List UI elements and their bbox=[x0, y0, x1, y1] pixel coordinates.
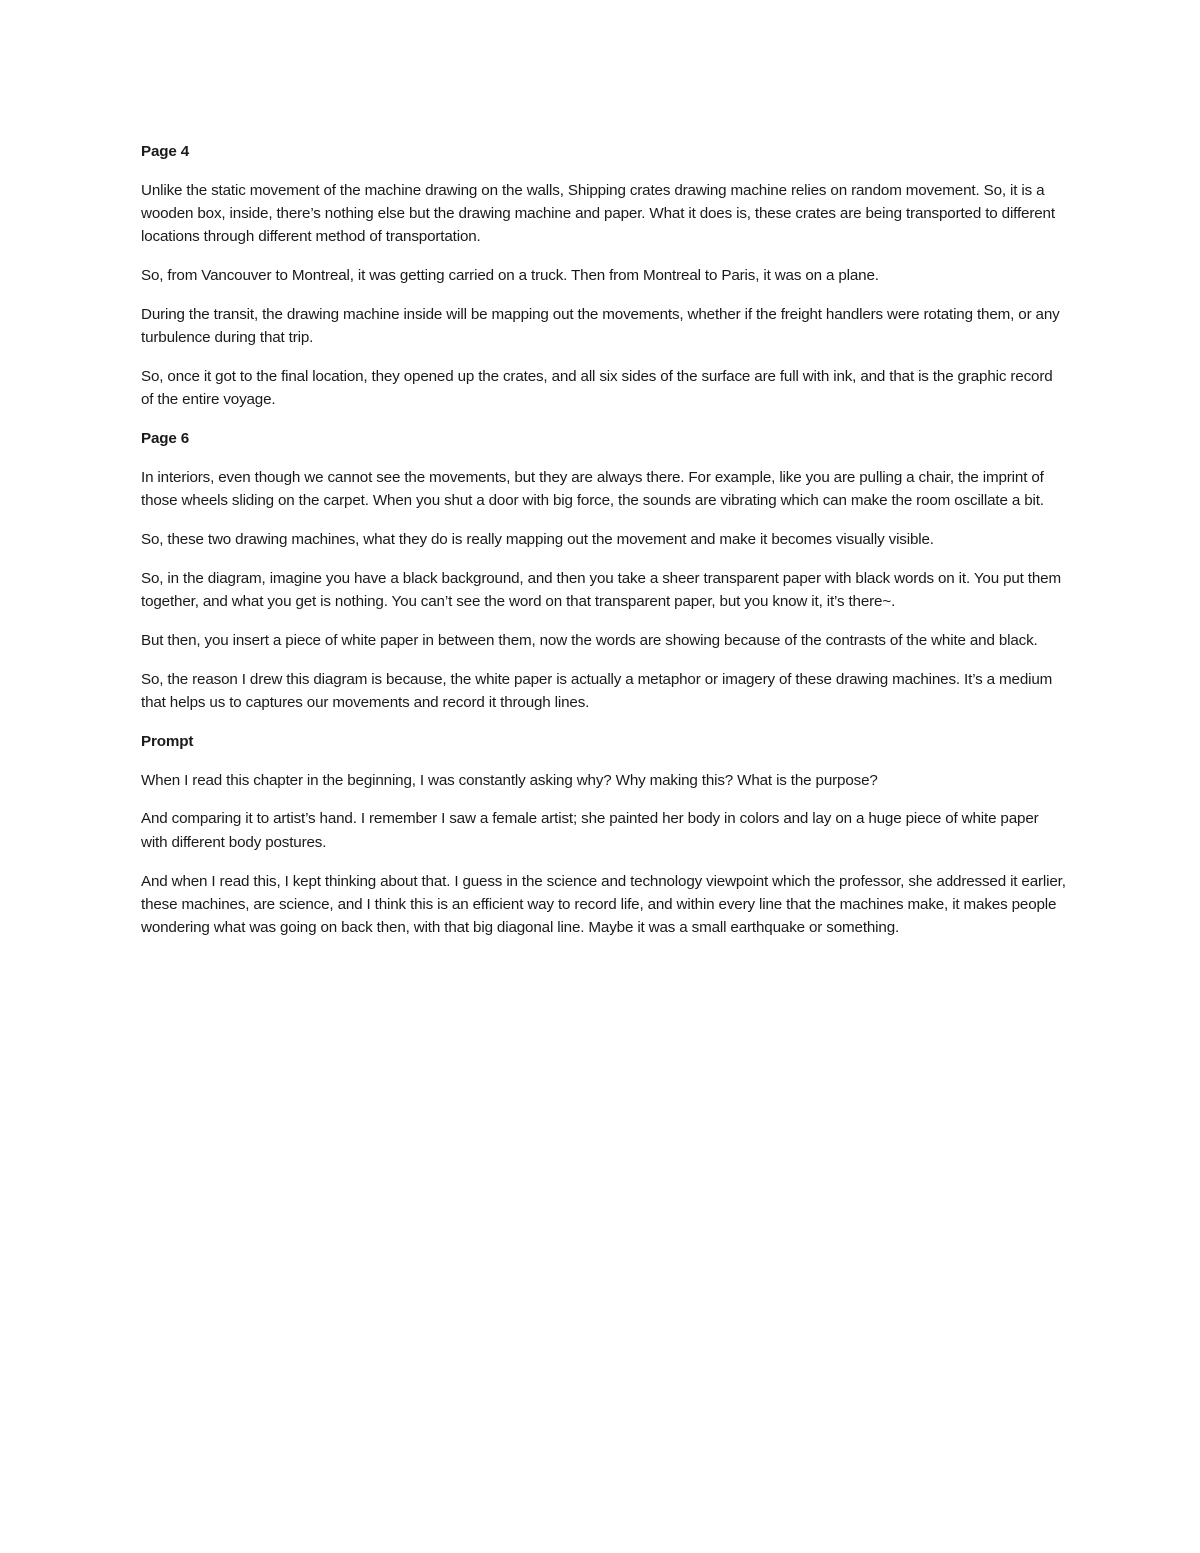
paragraph: Unlike the static movement of the machine drawing on the walls, Shipping crates drawing machine relies on random movement. So, it is a wooden box, inside, there’s nothing else but the drawing machine and paper. What it does is, these crates are being transported to different locations through different method of transportation. bbox=[141, 181, 1055, 246]
paragraph: And when I read this, I kept thinking about that. I guess in the science and technology viewpoint which the professor, she addressed it earlier, these machines, are science, and I think this is an efficient way to record life, and within every line that the machines make, it makes people wondering what was going on back then, with that big diagonal line. Maybe it was a small earthquake or something. bbox=[141, 872, 1066, 937]
document-body bbox=[141, 140, 1066, 955]
paragraph: So, these two drawing machines, what they do is really mapping out the movement and make it becomes visually visible. bbox=[141, 531, 934, 549]
paragraph: So, the reason I drew this diagram is because, the white paper is actually a metaphor or imagery of these drawing machines. It’s a medium that helps us to captures our movements and record it through lines. bbox=[141, 670, 1053, 712]
paragraph: So, once it got to the final location, they opened up the crates, and all six sides of the surface are full with ink, and that is the graphic record of the entire voyage. bbox=[141, 368, 1053, 409]
section-prompt bbox=[141, 730, 1066, 940]
paragraph: And comparing it to artist’s hand. I remember I saw a female artist; she painted her body in colors and lay on a huge piece of white paper with different body postures. bbox=[141, 810, 1039, 851]
section-heading: Prompt bbox=[141, 732, 194, 750]
paragraph: During the transit, the drawing machine inside will be mapping out the movements, whether if the freight handlers were rotating them, or any turbulence during that trip. bbox=[141, 305, 1060, 347]
section-heading: Page 6 bbox=[141, 430, 190, 448]
paragraph: So, in the diagram, imagine you have a black background, and then you take a sheer transparent paper with black words on it. You put them together, and what you get is nothing. You can’t see the word on that transparent paper, but you know it, it’s there~. bbox=[141, 569, 1061, 611]
paragraph: So, from Vancouver to Montreal, it was getting carried on a truck. Then from Montreal to Paris, it was on a plane. bbox=[141, 267, 879, 285]
paragraph: When I read this chapter in the beginning, I was constantly asking why? Why making this? What is the purpose? bbox=[141, 771, 878, 789]
paragraph: But then, you insert a piece of white paper in between them, now the words are showing because of the contrasts of the white and black. bbox=[141, 631, 1038, 649]
paragraph: In interiors, even though we cannot see the movements, but they are always there. For example, like you are pulling a chair, the imprint of those wheels sliding on the carpet. When you shut a door with big force, the sounds are vibrating which can make the room oscillate a bit. bbox=[141, 468, 1044, 510]
section-page-6 bbox=[141, 427, 1066, 714]
section-page-4 bbox=[141, 140, 1066, 412]
section-heading: Page 4 bbox=[141, 143, 190, 160]
